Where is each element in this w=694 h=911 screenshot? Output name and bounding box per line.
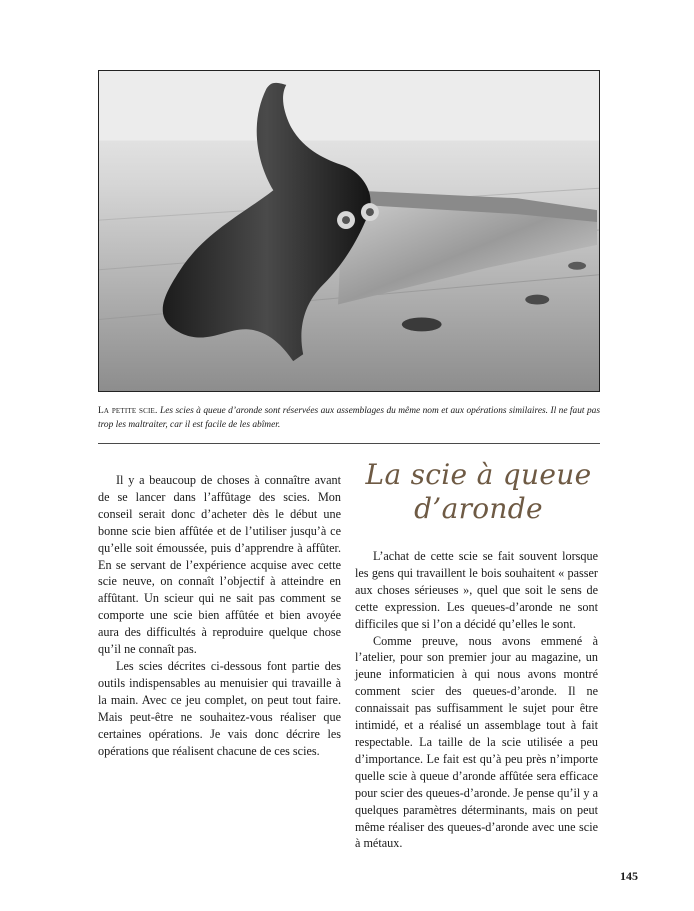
section-title-line-2: d’aronde [414, 492, 543, 525]
section-title-line-1: La scie à queue [365, 458, 592, 491]
section-title [356, 458, 601, 526]
caption-body: Les scies à queue d’aronde sont réservées aux assemblages du même nom et aux opérations similaires. Il ne faut pas trop les maltraiter, car il est facile de les abîmer. [98, 406, 601, 430]
right-paragraph-1: L’achat de cette scie se fait souvent lorsque les gens qui travaillent le bois souhaitent « passer aux choses sérieuses », quel que soit le sens de cette expression. Les queues-d’aronde ne sont difficiles que si l’on a décidé qu’elles le sont. [355, 549, 598, 631]
right-column [355, 548, 598, 852]
page-number: 145 [620, 869, 638, 883]
dovetail-saw-illustration [99, 71, 599, 391]
section-divider [98, 443, 600, 444]
right-paragraph-2: Comme preuve, nous avons emmené à l’atelier, pour son premier jour au magazine, un jeune informaticien à qui nous avons montré comment scier des queues-d’aronde. Il ne connaissait pas suffisamment le sujet pour être intimidé, et a réalisé un assemblage tout à fait respectable. La taille de la scie utilisée a peu d’importance. Le fait est qu’à peu près n’importe quelle scie à queue d’aronde affûtée sera efficace pour scier des queues-d’aronde. Je pense qu’il y a quelques paramètres déterminants, mais on peut même réaliser des queues-d’aronde avec une scie à métaux. [355, 633, 598, 851]
photo-caption [98, 404, 600, 432]
caption-lead: La petite scie. [98, 406, 158, 416]
left-column [98, 472, 341, 759]
saw-photo [98, 70, 600, 392]
left-paragraph-1: Il y a beaucoup de choses à connaître avant de se lancer dans l’affûtage des scies. Mon conseil serait donc d’acheter dès le début une bonne scie bien affûtée et de l’utiliser jusqu’à ce qu’elle soit émoussée, puis d’apprendre à affûter. En se servant de l’expérience acquise avec cette scie neuve, on connaît l’objectif à atteindre en affûtant. Un scieur qui ne sait pas comment se comporte une scie bien affûtée et bien avoyée aura des difficultés à reproduire quelque chose qu’il ne connaît pas. [98, 473, 341, 657]
left-paragraph-2: Les scies décrites ci-dessous font partie des outils indispensables au menuisier qui travaille à la main. Avec ce jeu complet, on peut tout faire. Mais peut-être ne souhaitez-vous réaliser que certaines opérations. Je vais donc décrire les opérations que réalisent chacune de ces scies. [98, 658, 341, 758]
